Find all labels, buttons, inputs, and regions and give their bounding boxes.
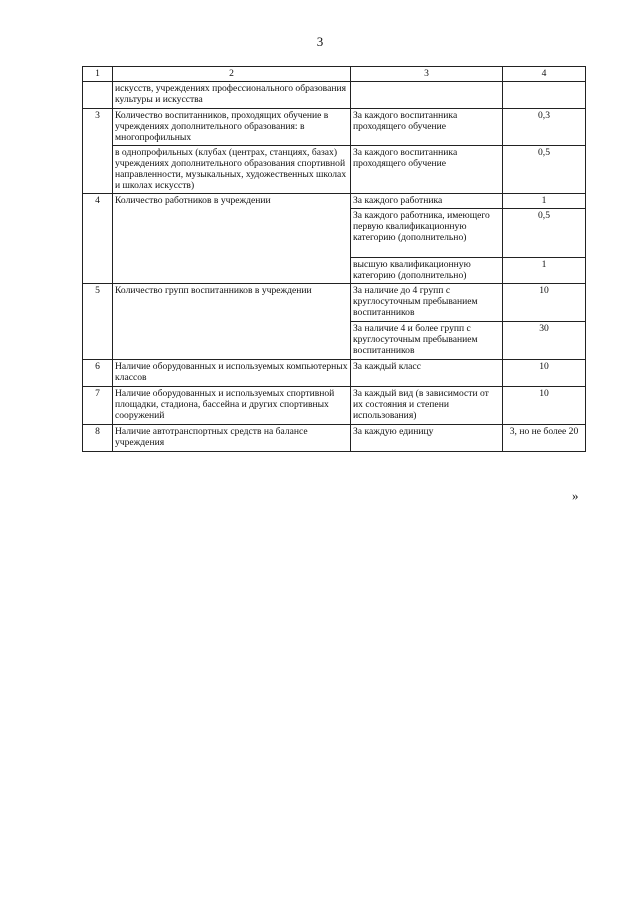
condition-cell: За наличие 4 и более групп с круглосуточным пребыванием воспитанников bbox=[351, 322, 503, 360]
row-number-cell: 3 bbox=[83, 109, 113, 194]
condition-cell: За каждого воспитанника проходящего обучение bbox=[351, 109, 503, 146]
condition-cell: За наличие до 4 групп с круглосуточным пребыванием воспитанников bbox=[351, 284, 503, 322]
indicator-cell: Количество воспитанников, проходящих обучение в учреждениях дополнительного образования: в многопрофильных bbox=[113, 109, 351, 146]
points-cell: 10 bbox=[503, 284, 586, 322]
row-number-cell: 7 bbox=[83, 387, 113, 425]
points-cell: 10 bbox=[503, 387, 586, 425]
condition-cell: За каждого работника, имеющего первую квалификационную категорию (дополнительно) bbox=[351, 209, 503, 258]
table-row bbox=[83, 387, 586, 425]
table-header-row bbox=[83, 67, 586, 82]
condition-cell: высшую квалификационную категорию (дополнительно) bbox=[351, 258, 503, 284]
points-cell bbox=[503, 82, 586, 109]
indicator-cell: Количество групп воспитанников в учреждении bbox=[113, 284, 351, 360]
table-row bbox=[83, 109, 586, 146]
indicator-cell: Наличие оборудованных и используемых спортивной площадки, стадиона, бассейна и других спортивных сооружений bbox=[113, 387, 351, 425]
header-col-3: 3 bbox=[351, 67, 503, 82]
points-cell: 3, но не более 20 bbox=[503, 425, 586, 452]
points-cell: 1 bbox=[503, 258, 586, 284]
points-cell: 0,3 bbox=[503, 109, 586, 146]
points-cell: 30 bbox=[503, 322, 586, 360]
condition-cell: За каждый класс bbox=[351, 360, 503, 387]
condition-cell: За каждого работника bbox=[351, 194, 503, 209]
condition-cell: За каждого воспитанника проходящего обучение bbox=[351, 146, 503, 194]
points-cell: 0,5 bbox=[503, 209, 586, 258]
row-number-cell bbox=[83, 82, 113, 109]
points-cell: 1 bbox=[503, 194, 586, 209]
indicator-cell: Наличие автотранспортных средств на балансе учреждения bbox=[113, 425, 351, 452]
page-number: 3 bbox=[316, 34, 324, 49]
header-col-4: 4 bbox=[503, 67, 586, 82]
header-col-2: 2 bbox=[113, 67, 351, 82]
points-cell: 0,5 bbox=[503, 146, 586, 194]
table-row bbox=[83, 82, 586, 109]
closing-quote: » bbox=[572, 488, 579, 503]
condition-cell bbox=[351, 82, 503, 109]
indicator-cell: Количество работников в учреждении bbox=[113, 194, 351, 284]
row-number-cell: 6 bbox=[83, 360, 113, 387]
criteria-table bbox=[82, 66, 586, 452]
condition-cell: За каждый вид (в зависимости от их состояния и степени использования) bbox=[351, 387, 503, 425]
table-row bbox=[83, 284, 586, 322]
condition-cell: За каждую единицу bbox=[351, 425, 503, 452]
row-number-cell: 5 bbox=[83, 284, 113, 360]
row-number-cell: 8 bbox=[83, 425, 113, 452]
header-col-1: 1 bbox=[83, 67, 113, 82]
table-row bbox=[83, 194, 586, 209]
indicator-cell: искусств, учреждениях профессионального образования культуры и искусства bbox=[113, 82, 351, 109]
table-row bbox=[83, 360, 586, 387]
indicator-cell: Наличие оборудованных и используемых компьютерных классов bbox=[113, 360, 351, 387]
row-number-cell: 4 bbox=[83, 194, 113, 284]
points-cell: 10 bbox=[503, 360, 586, 387]
indicator-cell: в однопрофильных (клубах (центрах, станциях, базах) учреждениях дополнительного образования спортивной направленности, музыкальных, художественных школах и школах искусств) bbox=[113, 146, 351, 194]
table-row bbox=[83, 146, 586, 194]
table-row bbox=[83, 425, 586, 452]
